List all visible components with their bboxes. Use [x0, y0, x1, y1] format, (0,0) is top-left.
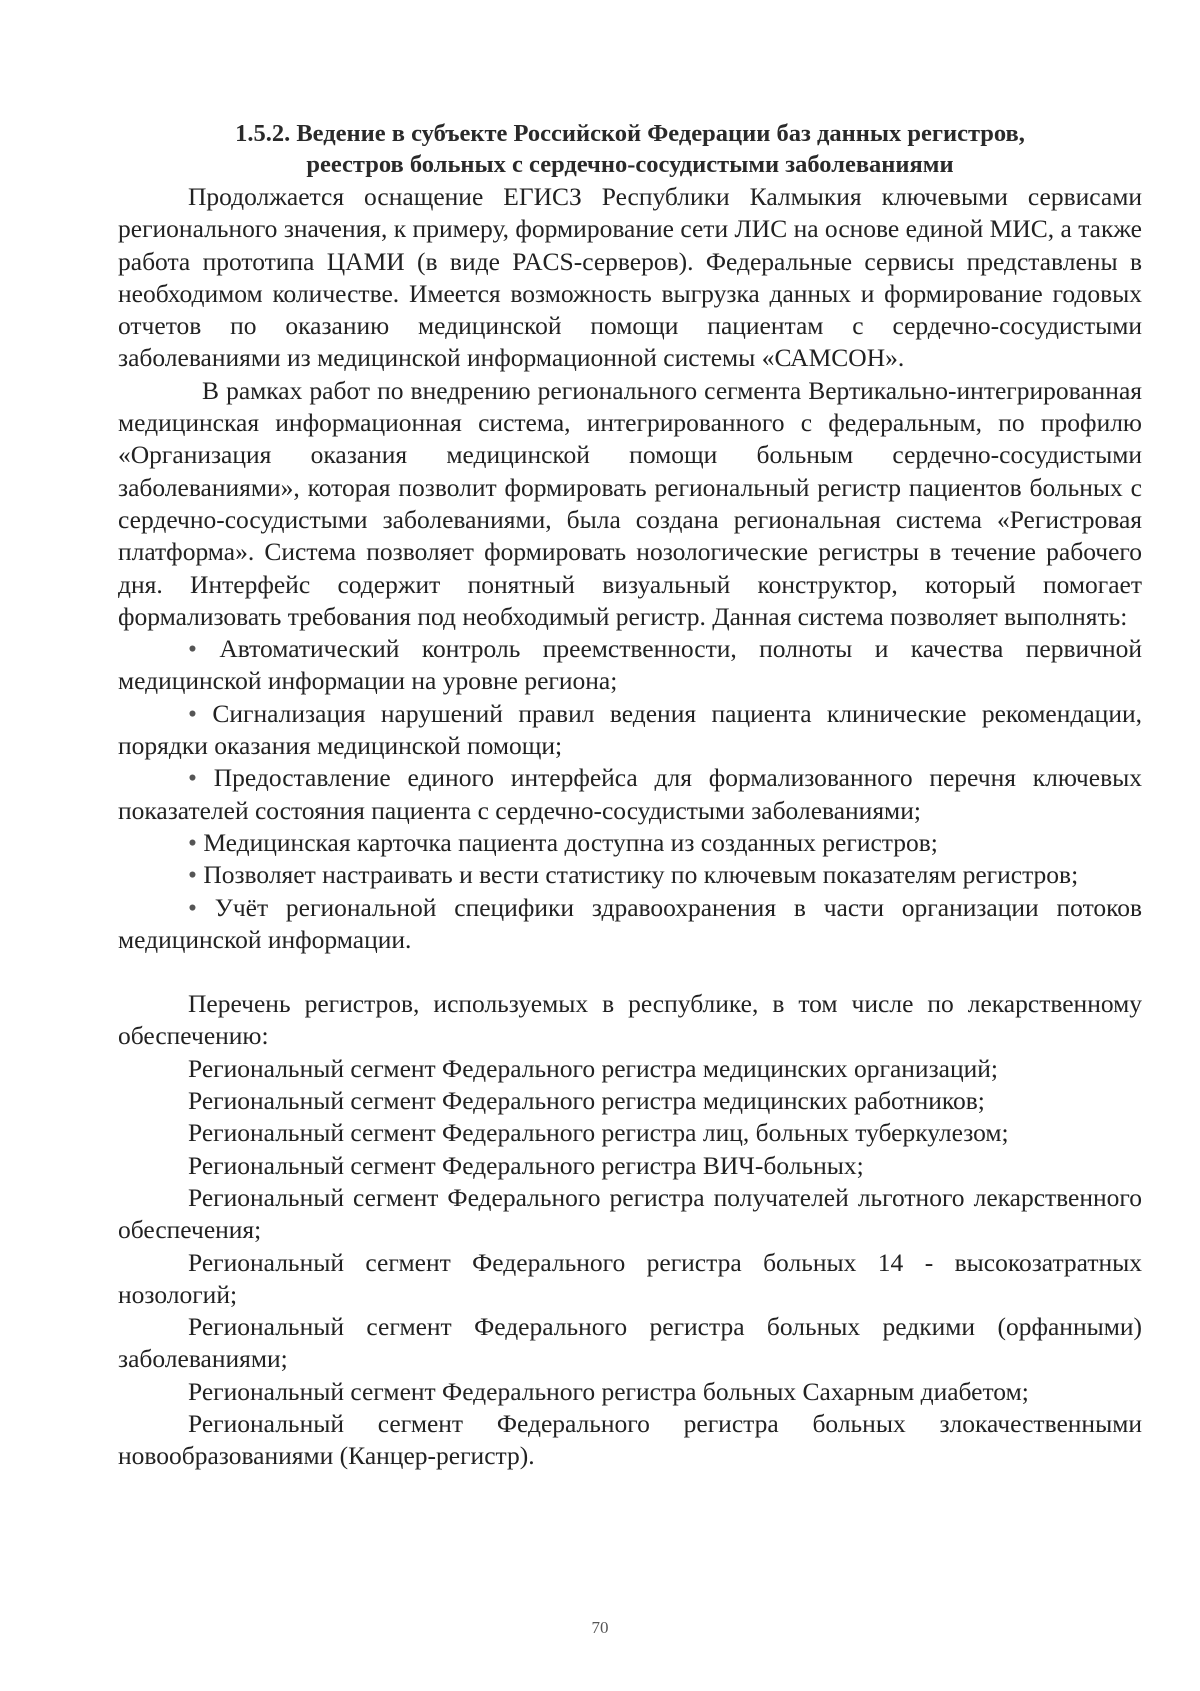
- section-heading-line-1: 1.5.2. Ведение в субъекте Российской Федерации баз данных регистров,: [235, 120, 1025, 147]
- platform-paragraph: В рамках работ по внедрению регионального сегмента Вертикально-интегрированная медицинская информационная система, интегрированного с федеральным, по профилю «Организация оказания медицинской помощи больным сердечно-сосудистыми заболеваниями», которая позволит формировать региональный регистр пациентов больных с сердечно-сосудистыми заболеваниями, была создана региональная система «Регистровая платформа». Система позволяет формировать нозологические регистры в течение рабочего дня. Интерфейс содержит понятный визуальный конструктор, который помогает формализовать требования под необходимый регистр. Данная система позволяет выполнять:: [118, 375, 1142, 631]
- list-item: • Медицинская карточка пациента доступна из созданных регистров;: [188, 827, 938, 857]
- register-item: Региональный сегмент Федерального регистра больных 14 - высокозатратных нозологий;: [118, 1247, 1142, 1309]
- list-item: • Предоставление единого интерфейса для формализованного перечня ключевых показателей состояния пациента с сердечно-сосудистыми заболеваниями;: [118, 763, 1142, 825]
- register-item: Региональный сегмент Федерального регистра получателей льготного лекарственного обеспечения;: [118, 1182, 1142, 1245]
- register-item: Региональный сегмент Федерального регистра больных Сахарным диабетом;: [188, 1376, 1029, 1406]
- bullet-icon: •: [188, 892, 197, 922]
- intro-paragraph: Продолжается оснащение ЕГИСЗ Республики Калмыкия ключевыми сервисами регионального значения, к примеру, формирование сети ЛИС на основе единой МИС, а также работа прототипа ЦАМИ (в виде PACS-серверов). Федеральные сервисы представлены в необходимом количестве. Имеется возможность выгрузка данных и формирование годовых отчетов по оказанию медицинской помощи пациентам с сердечно-сосудистыми заболеваниями из медицинской информационной системы «САМСОН».: [118, 182, 1142, 373]
- register-item: Региональный сегмент Федерального регистра лиц, больных туберкулезом;: [188, 1118, 1009, 1148]
- list-item: • Учёт региональной специфики здравоохранения в части организации потоков медицинской информации.: [118, 892, 1143, 954]
- registers-intro: Перечень регистров, используемых в республике, в том числе по лекарственному обеспечению:: [118, 989, 1142, 1051]
- list-item: • Позволяет настраивать и вести статистику по ключевым показателям регистров;: [188, 860, 1079, 890]
- bullet-icon: •: [188, 827, 197, 857]
- paragraph-gap: [118, 956, 1142, 988]
- register-item: Региональный сегмент Федерального регистра медицинских работников;: [188, 1086, 985, 1116]
- bullet-icon: •: [188, 698, 197, 728]
- register-item: Региональный сегмент Федерального регистра медицинских организаций;: [188, 1053, 998, 1083]
- bullet-icon: •: [188, 634, 197, 664]
- document-page: [118, 118, 1142, 1473]
- list-item: • Сигнализация нарушений правил ведения пациента клинические рекомендации, порядки оказания медицинской помощи;: [118, 698, 1143, 761]
- capabilities-list: [118, 633, 1142, 956]
- register-item: Региональный сегмент Федерального регистра больных редкими (орфанными) заболеваниями;: [118, 1312, 1142, 1374]
- registers-list: [118, 1053, 1142, 1473]
- register-item: Региональный сегмент Федерального регистра больных злокачественными новообразованиями (Канцер-регистр).: [118, 1408, 1142, 1471]
- section-heading: [118, 118, 1142, 180]
- list-item: • Автоматический контроль преемственности, полноты и качества первичной медицинской информации на уровне региона;: [118, 634, 1142, 696]
- section-heading-line-2: реестров больных с сердечно-сосудистыми заболеваниями: [306, 151, 954, 178]
- register-item: Региональный сегмент Федерального регистра ВИЧ-больных;: [188, 1150, 864, 1180]
- bullet-icon: •: [188, 763, 197, 793]
- bullet-icon: •: [188, 860, 197, 890]
- page-number: 70: [591, 1618, 609, 1637]
